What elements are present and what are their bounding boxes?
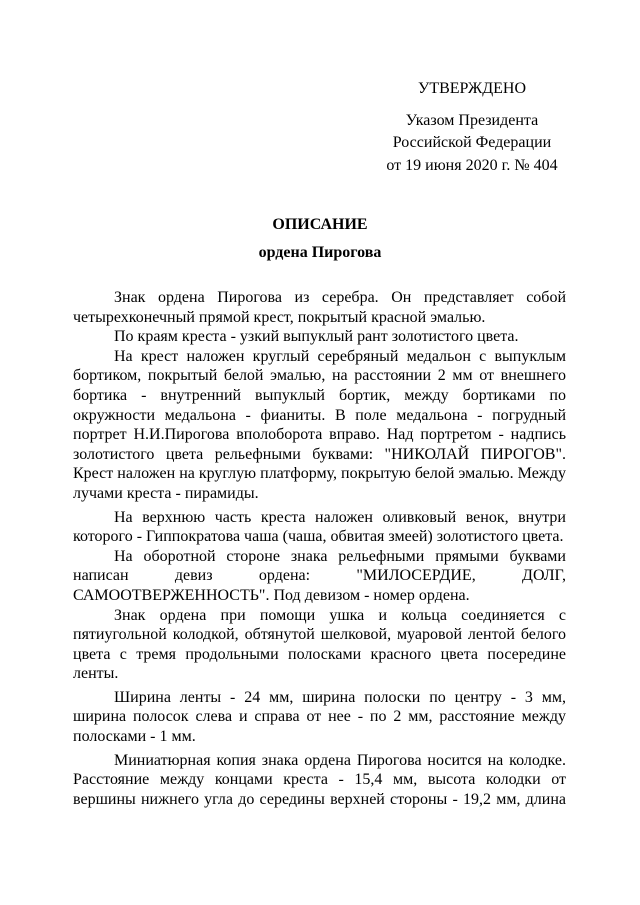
paragraph: Ширина ленты - 24 мм, ширина полоски по центру - 3 мм, ширина полосок слева и справа от нее - по 2 мм, расстояние между полосками - 1 мм. — [73, 688, 566, 746]
approval-line: Российской Федерации — [392, 134, 552, 151]
approval-line: Указом Президента — [405, 111, 539, 129]
paragraph: Знак ордена Пирогова из серебра. Он представляет собой четырехконечный прямой крест, покрытый красной эмалью. — [73, 289, 566, 326]
paragraph: По краям креста - узкий выпуклый рант золотистого цвета. — [114, 328, 519, 346]
approval-stamp — [374, 78, 570, 177]
paragraph: На верхнюю часть креста наложен оливковый венок, внутри которого - Гиппократова чаша (чаша, обвитая змеей) золотистого цвета. — [73, 508, 566, 546]
paragraph: Знак ордена при помощи ушка и кольца соединяется с пятиугольной колодкой, обтянутой шелковой, муаровой лентой белого цвета с тремя продольными полосками красного цвета посередине ленты. — [73, 606, 566, 683]
document-body — [73, 288, 566, 809]
paragraph: На крест наложен круглый серебряный медальон с выпуклым бортиком, покрытый белой эмалью, на расстоянии 2 мм от внешнего бортика - внутренний выпуклый бортик, между бортиками по окружности медальона - фианиты. В поле медальона - погрудный портрет Н.И.Пирогова вполоборота вправо. Над портретом - надпись золотистого цвета рельефными буквами: "НИКОЛАЙ ПИРОГОВ". Крест наложен на круглую платформу, покрытую белой эмалью. Между лучами креста - пирамиды. — [73, 347, 566, 502]
document-subtitle: ордена Пирогова — [258, 244, 382, 261]
approval-title: УТВЕРЖДЕНО — [417, 80, 526, 97]
paragraph: На оборотной стороне знака рельефными прямыми буквами написан девиз ордена: "МИЛОСЕРДИЕ, ДОЛГ, САМООТВЕРЖЕННОСТЬ". Под девизом - номер ордена. — [73, 547, 566, 604]
paragraph: Миниатюрная копия знака ордена Пирогова носится на колодке. Расстояние между концами креста - 15,4 мм, высота колодки от вершины нижнего угла до середины верхней стороны - 19,2 мм, длина — [73, 751, 566, 808]
approval-line: от 19 июня 2020 г. № 404 — [386, 156, 558, 174]
document-title: ОПИСАНИЕ — [272, 216, 368, 233]
